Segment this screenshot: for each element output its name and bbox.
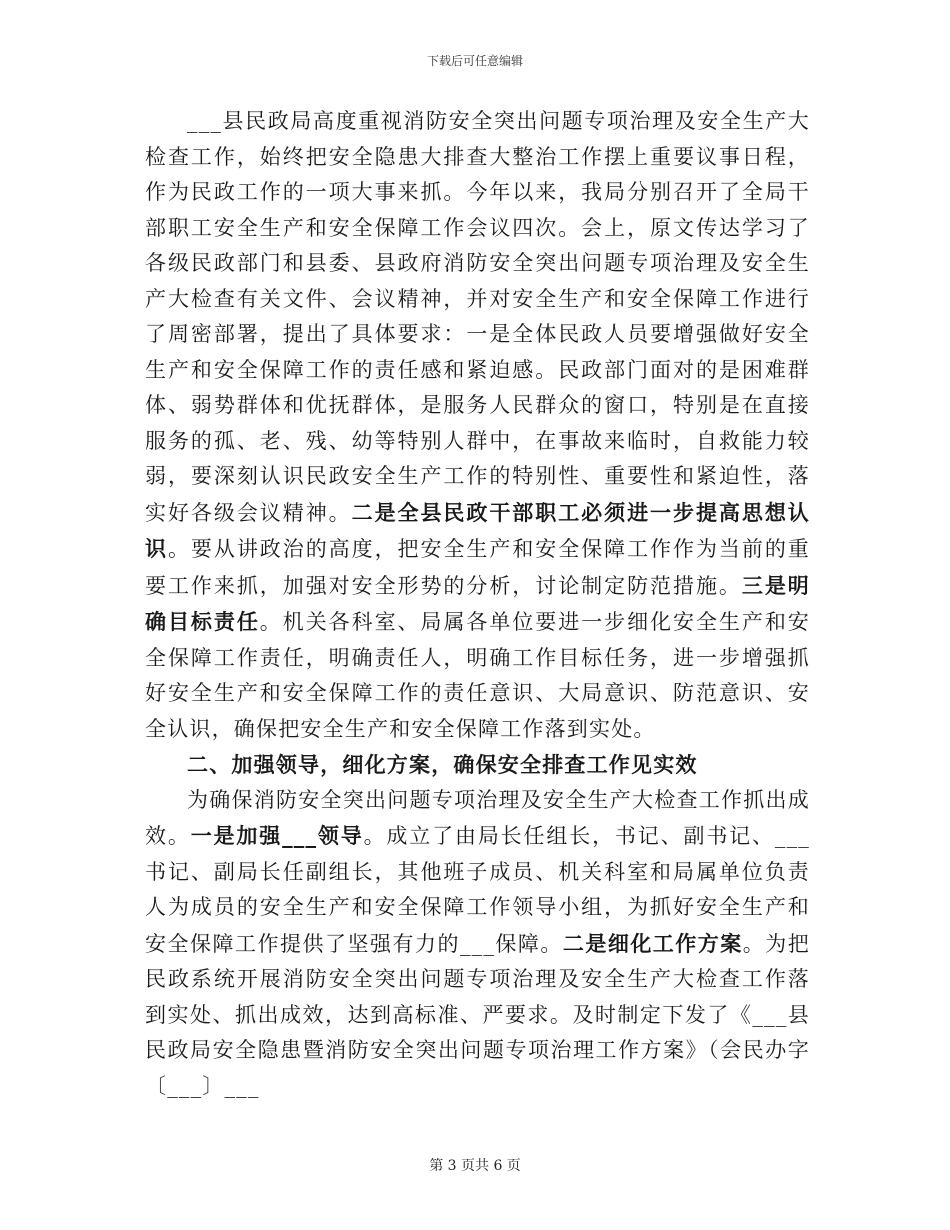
paragraph-1 (145, 104, 810, 747)
paragraph-1-text-2: 。要从讲政治的高度，把安全生产和安全保障工作作为当前的重要工作来抓，加强对安全形势的分析，讨论制定防范措施。 (145, 537, 810, 598)
paragraph-1-text-1: ___县民政局高度重视消防安全突出问题专项治理及安全生产大检查工作，始终把安全隐患大排查大整治工作摆上重要议事日程，作为民政工作的一项大事来抓。今年以来，我局分别召开了全局干部职工安全生产和安全保障工作会议四次。会上，原文传达学习了各级民政部门和县委、县政府消防安全突出问题专项治理及安全生产大检查有关文件、会议精神，并对安全生产和安全保障工作进行了周密部署，提出了具体要求：一是全体民政人员要增强做好安全生产和安全保障工作的责任感和紧迫感。民政部门面对的是困难群体、弱势群体和优抚群体，是服务人民群众的窗口，特别是在直接服务的孤、老、残、幼等特别人群中，在事故来临时，自救能力较弱，要深刻认识民政安全生产工作的特别性、重要性和紧迫性，落实好各级会议精神。 (145, 109, 810, 525)
paragraph-2-bold-2: 二是细化工作方案 (562, 930, 743, 956)
paragraph-2-bold-1: 一是加强___领导 (190, 823, 364, 848)
paragraph-1-text-3: 。机关各科室、局属各单位要进一步细化安全生产和安全保障工作责任，明确责任人，明确工作目标任务，进一步增强抓好安全生产和安全保障工作的责任意识、大局意识、防范意识、安全认识，确保把安全生产和安全保障工作落到实处。 (145, 610, 810, 741)
paragraph-2 (145, 783, 810, 1105)
page-header: 下载后可任意编辑 (426, 54, 523, 68)
section-heading-2: 二、加强领导，细化方案，确保安全排查工作见实效 (187, 752, 698, 777)
paragraph-1-bold-2: 三是明确目标责任 (145, 572, 810, 634)
paragraph-2-text-1: 为确保消防安全突出问题专项治理及安全生产大检查工作抓出成效。 (145, 787, 810, 848)
paragraph-1-bold-1: 二是全县民政干部职工必须进一步提高思想认识 (145, 499, 810, 561)
paragraph-2-text-2: 。成立了由局长任组长，书记、副书记、___书记、副局长任副组长，其他班子成员、机关科室和局属单位负责人为成员的安全生产和安全保障工作领导小组，为抓好安全生产和安全保障工作提供了坚强有力的___保障。 (145, 824, 810, 956)
page-footer: 第 3 页共 6 页 (429, 1158, 521, 1174)
document-body (145, 104, 810, 1104)
paragraph-2-text-3: 。为把民政系统开展消防安全突出问题专项治理及安全生产大检查工作落到实处、抓出成效，达到高标准、严要求。及时制定下发了《___县民政局安全隐患暨消防安全突出问题专项治理工作方案》（会民办字〔___〕___ (145, 931, 810, 1098)
